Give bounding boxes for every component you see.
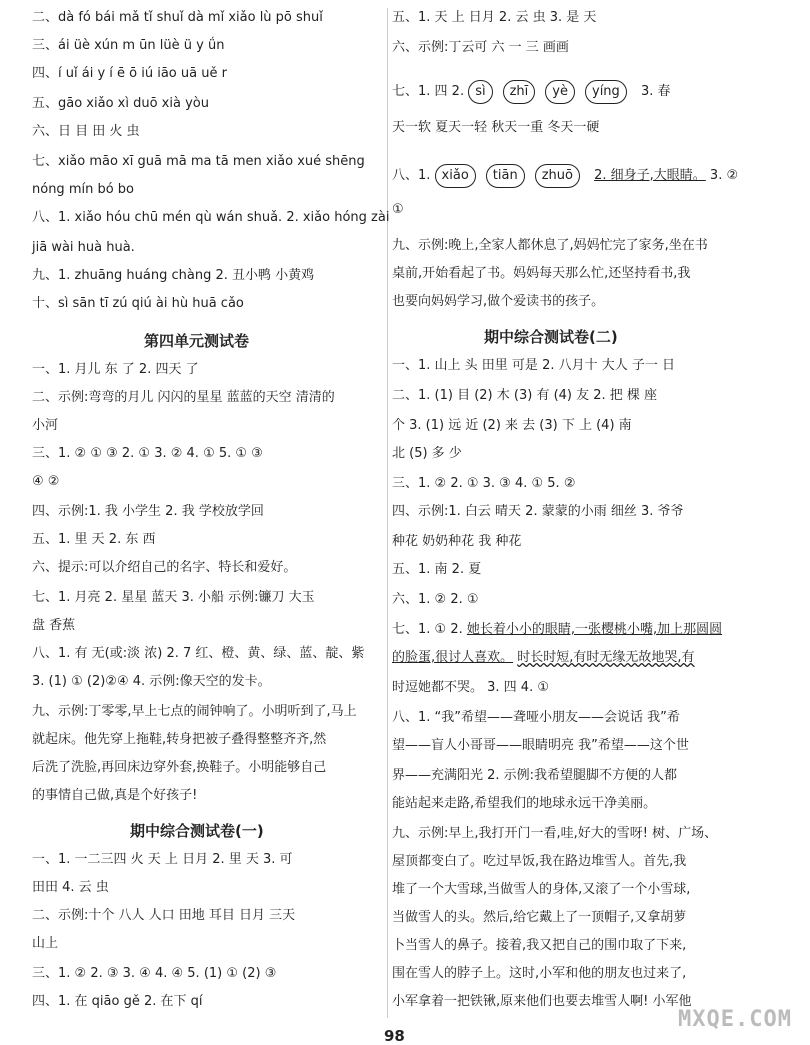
left-line: 后洗了洗脸,再回床边穿外套,换鞋子。小明能够自己 xyxy=(32,760,327,775)
right-line: 也要向妈妈学习,做个爱读书的孩子。 xyxy=(392,294,605,309)
left-line: 七、1. 月亮 2. 星星 蓝天 3. 小船 示例:镰刀 大玉 xyxy=(32,590,315,605)
left-line: 3. (1) ① (2)②④ 4. 示例:像天空的发卡。 xyxy=(32,674,271,689)
left-line: 五、1. 里 天 2. 东 西 xyxy=(32,532,156,547)
right-line: 九、示例:晚上,全家人都休息了,妈妈忙完了家务,坐在书 xyxy=(392,238,708,253)
left-line: nóng mín bó bo xyxy=(32,182,135,197)
circled-pinyin: xiǎo xyxy=(435,164,476,188)
q7-circled-pinyin xyxy=(392,80,670,104)
right-line: 桌前,开始看起了书。妈妈每天那么忙,还坚持看书,我 xyxy=(392,266,691,281)
right-line: 天一软 夏天一轻 秋天一重 冬天一硬 xyxy=(392,120,600,135)
circled-pinyin: yè xyxy=(545,80,575,104)
section-title: 期中综合测试卷(二) xyxy=(484,328,618,346)
right-line: 围在雪人的脖子上。这时,小军和他的朋友也过来了, xyxy=(392,966,687,981)
q8-circled-pinyin xyxy=(392,164,738,188)
circled-pinyin: zhuō xyxy=(535,164,580,188)
q7b-line1 xyxy=(392,622,722,638)
left-line: 三、1. ② 2. ③ 3. ④ 4. ④ 5. (1) ① (2) ③ xyxy=(32,966,277,981)
right-line: 个 3. (1) 远 近 (2) 来 去 (3) 下 上 (4) 南 xyxy=(392,418,632,433)
left-line: 三、1. ② ① ③ 2. ① 3. ② 4. ① 5. ① ③ xyxy=(32,446,263,461)
left-line: ④ ② xyxy=(32,474,60,489)
left-line: 六、日 目 田 火 虫 xyxy=(32,124,140,139)
right-line: 北 (5) 多 少 xyxy=(392,446,462,461)
left-line: 四、í uǐ ái y í ē ō iú iāo uā uě r xyxy=(32,66,227,81)
section-title: 第四单元测试卷 xyxy=(144,332,250,350)
left-line: 二、示例:弯弯的月儿 闪闪的星星 蓝蓝的天空 清清的 xyxy=(32,390,335,405)
right-line: 六、示例:丁云可 六 一 三 画画 xyxy=(392,40,569,55)
right-line: 种花 奶奶种花 我 种花 xyxy=(392,534,522,549)
right-line: 三、1. ② 2. ① 3. ③ 4. ① 5. ② xyxy=(392,476,576,491)
right-line: 时逗她都不哭。 3. 四 4. ① xyxy=(392,680,549,695)
left-line: 四、示例:1. 我 小学生 2. 我 学校放学回 xyxy=(32,504,264,519)
left-line: 四、1. 在 qiāo gě 2. 在下 qí xyxy=(32,994,203,1009)
left-line: 一、1. 一二三四 火 天 上 日月 2. 里 天 3. 可 xyxy=(32,852,293,867)
watermark: MXQE.COM xyxy=(678,1007,792,1032)
left-line: 九、示例:丁零零,早上七点的闹钟响了。小明听到了,马上 xyxy=(32,704,357,719)
left-line: 七、xiǎo māo xī guā mā ma tā men xiǎo xué shēng xyxy=(32,154,365,169)
left-line: 八、1. xiǎo hóu chū mén qù wán shuǎ. 2. xiǎo hóng zài xyxy=(32,210,390,225)
left-line: 五、gāo xiǎo xì duō xià yòu xyxy=(32,96,209,111)
circled-pinyin: sì xyxy=(468,80,492,104)
circled-pinyin: yíng xyxy=(585,80,627,104)
left-line: 十、sì sān tī zú qiú ài hù huā cǎo xyxy=(32,296,244,311)
left-line: 二、示例:十个 八人 人口 田地 耳目 日月 三天 xyxy=(32,908,296,923)
left-line: 山上 xyxy=(32,936,59,951)
q7b-underline-2: 的脸蛋,很讨人喜欢。 xyxy=(392,650,514,665)
left-line: 小河 xyxy=(32,418,59,433)
left-line: 盘 香蕉 xyxy=(32,618,76,633)
q7b-prefix: 七、1. ① 2. xyxy=(392,622,463,637)
q8-underlined: 2. 细身子,大眼睛。 xyxy=(594,168,706,183)
right-line: 能站起来走路,希望我们的地球永远干净美丽。 xyxy=(392,796,657,811)
right-line: 卜当雪人的鼻子。接着,我又把自己的围巾取了下来, xyxy=(392,938,687,953)
column-divider xyxy=(387,8,388,1018)
right-line: 六、1. ② 2. ① xyxy=(392,592,479,607)
right-line: 一、1. 山上 头 田里 可是 2. 八月十 大人 子一 日 xyxy=(392,358,675,373)
right-line: 屋顶都变白了。吃过早饭,我在路边堆雪人。首先,我 xyxy=(392,854,687,869)
q8-prefix: 八、1. xyxy=(392,168,431,183)
right-line: 二、1. (1) 目 (2) 木 (3) 有 (4) 友 2. 把 棵 座 xyxy=(392,388,658,403)
circled-pinyin: tiān xyxy=(486,164,525,188)
left-line: 的事情自己做,真是个好孩子! xyxy=(32,788,198,803)
left-line: 九、1. zhuāng huáng chàng 2. 丑小鸭 小黄鸡 xyxy=(32,268,315,283)
q8-suffix: 3. ② xyxy=(709,168,739,183)
q7b-underline-1: 她长着小小的眼睛,一张樱桃小嘴,加上那圆圆 xyxy=(466,622,723,637)
right-line: 五、1. 天 上 日月 2. 云 虫 3. 是 天 xyxy=(392,10,597,25)
q7-prefix: 七、1. 四 2. xyxy=(392,84,465,99)
left-line: 六、提示:可以介绍自己的名字、特长和爱好。 xyxy=(32,560,297,575)
left-line: 二、dà fó bái mǎ tǐ shuǐ dà mǐ xiǎo lù pō shuǐ xyxy=(32,10,323,25)
left-line: 就起床。他先穿上拖鞋,转身把被子叠得整整齐齐,然 xyxy=(32,732,327,747)
left-line: 一、1. 月儿 东 了 2. 四天 了 xyxy=(32,362,199,377)
right-line: 九、示例:早上,我打开门一看,哇,好大的雪呀! 树、广场、 xyxy=(392,826,718,841)
right-line: 望——盲人小哥哥——眼睛明亮 我”希望——这个世 xyxy=(392,738,689,753)
left-line: 八、1. 有 无(或:淡 浓) 2. 7 红、橙、黄、绿、蓝、靛、紫 xyxy=(32,646,365,661)
right-line: ① xyxy=(392,202,404,217)
section-title: 期中综合测试卷(一) xyxy=(130,822,264,840)
page-number: 98 xyxy=(384,1027,405,1045)
circled-pinyin: zhī xyxy=(503,80,536,104)
right-line: 小军拿着一把铁锹,原来他们也要去堆雪人啊! 小军他 xyxy=(392,994,692,1009)
right-line: 界——充满阳光 2. 示例:我希望腿脚不方便的人都 xyxy=(392,768,678,783)
right-line: 堆了一个大雪球,当做雪人的身体,又滚了一个小雪球, xyxy=(392,882,691,897)
q7b-line2 xyxy=(392,650,695,666)
q7-suffix: 3. 春 xyxy=(640,84,671,99)
right-line: 八、1. “我”希望——聋哑小朋友——会说话 我”希 xyxy=(392,710,680,725)
q7b-wavy: 时长时短,有时无缘无故地哭,有 xyxy=(517,650,695,665)
left-line: jiā wài huà huà. xyxy=(32,240,135,255)
right-line: 五、1. 南 2. 夏 xyxy=(392,562,482,577)
left-line: 田田 4. 云 虫 xyxy=(32,880,109,895)
right-line: 当做雪人的头。然后,给它戴上了一顶帽子,又拿胡萝 xyxy=(392,910,687,925)
left-line: 三、ái üè xún m ūn lüè ü y ǘn xyxy=(32,38,225,53)
right-line: 四、示例:1. 白云 晴天 2. 蒙蒙的小雨 细丝 3. 爷爷 xyxy=(392,504,684,519)
